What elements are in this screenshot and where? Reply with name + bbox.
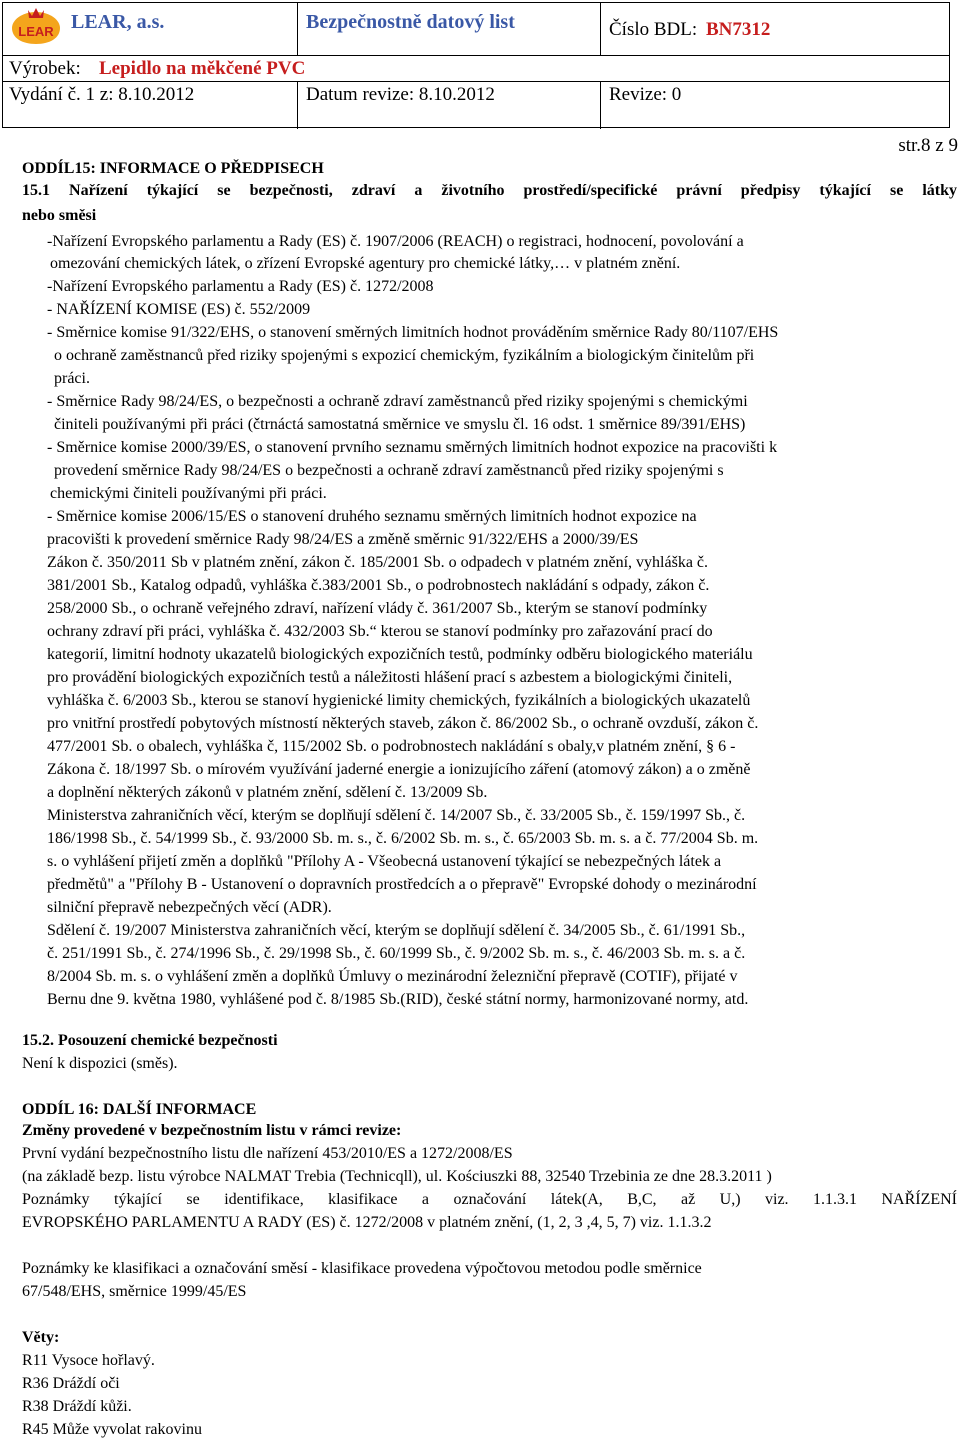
company-name: LEAR, a.s.: [71, 11, 165, 33]
regulation-line: ochrany zdraví při práci, vyhláška č. 432/2003 Sb.“ kterou se stanoví podmínky pro zařazování prací do: [47, 623, 713, 640]
regulation-line: pracovišti k provedení směrnice Rady 98/24/ES a změně směrnic 91/322/EHS a 2000/39/ES: [47, 531, 639, 548]
regulation-line: pro provádění biologických expozičních testů a náležitosti hlášení prací s azbestem a biologickými činiteli,: [47, 669, 733, 686]
changes-heading: Změny provedené v bezpečnostním listu v rámci revize:: [22, 1122, 402, 1139]
header-row-2: [3, 55, 949, 82]
regulation-line: 186/1998 Sb., č. 54/1999 Sb., č. 93/2000 Sb. m. s., č. 6/2002 Sb. m. s., č. 65/2003 Sb. m. s. a č. 77/2004 Sb. m.: [47, 830, 759, 847]
section15-1-heading-line2: nebo směsi: [22, 207, 97, 224]
regulation-line: - Směrnice komise 2006/15/ES o stanovení druhého seznamu směrných limitních hodnot expozice na: [47, 508, 697, 525]
bdl-number: BN7312: [706, 19, 771, 40]
regulation-line: č. 251/1991 Sb., č. 274/1996 Sb., č. 29/1998 Sb., č. 60/1999 Sb., č. 9/2002 Sb. m. s., č. 46/2003 Sb. m. s. a č.: [47, 945, 746, 962]
regulation-line: s. o vyhlášení přijetí změn a doplňků "Přílohy A - Všeobecná ustanovení týkající se nebezpečných látek a: [47, 853, 722, 870]
notes-line: Poznámky ke klasifikaci a označování směsí - klasifikace provedena výpočtovou metodou podle směrnice: [22, 1260, 702, 1277]
notes-line: Poznámky týkající se identifikace, klasifikace a označování látek(A, B,C, až U,) viz. 1.1.3.1 NAŘÍZENÍ: [22, 1191, 957, 1208]
regulation-line: 8/2004 Sb. m. s. o vyhlášení změn a doplňků Úmluvy o mezinárodní železniční přepravě (COTIF), přijaté v: [47, 968, 738, 985]
svg-text:LEAR: LEAR: [18, 24, 54, 39]
regulation-line: Bernu dne 9. května 1980, vyhlášené pod č. 8/1985 Sb.(RID), české státní normy, harmonizované normy, atd.: [47, 991, 749, 1008]
notes-identification: [22, 1188, 957, 1234]
section15-2-text: Není k dispozici (směs).: [22, 1055, 178, 1072]
header-cell-company: [3, 3, 298, 55]
regulation-line: omezování chemických látek, o zřízení Evropské agentury pro chemické látky,… v platném znění.: [50, 255, 681, 272]
header-row-1: [3, 3, 949, 56]
regulation-line: o ochraně zaměstnanců před riziky spojenými s expozicí chemickým, fyzikálním a biologickým činitelům při: [54, 347, 755, 364]
section16-heading: ODDÍL 16: DALŠÍ INFORMACE: [22, 1101, 257, 1118]
phrase-item: R38 Dráždí kůži.: [22, 1398, 132, 1415]
phrases-heading: Věty:: [22, 1329, 60, 1346]
changes-line: (na základě bezp. listu výrobce NALMAT Trebia (Technicqll), ul. Kościuszki 88, 32540 Trzebinia ze dne 28.3.2011 ): [22, 1168, 772, 1185]
header-cell-title: [298, 3, 601, 55]
regulation-line: -Nařízení Evropského parlamentu a Rady (ES) č. 1907/2006 (REACH) o registraci, hodnocení, povolování a: [47, 233, 744, 250]
page-number: str.8 z 9: [898, 135, 958, 156]
regulation-line: a doplnění některých zákonů v platném znění, sdělení č. 13/2009 Sb.: [47, 784, 488, 801]
product-label: Výrobek:: [9, 58, 81, 79]
notes-classification: [22, 1257, 957, 1303]
regulation-line: provedení směrnice Rady 98/24/ES o bezpečnosti a ochraně zdraví zaměstnanců před riziky spojenými s: [54, 462, 724, 479]
header-cell-bdl: [601, 3, 949, 55]
regulation-line: chemickými činiteli používanými při práci.: [50, 485, 327, 502]
regulation-line: Sdělení č. 19/2007 Ministerstva zahraničních věcí, kterým se doplňují sdělení č. 34/2005 Sb., č. 61/1991 Sb.,: [47, 922, 746, 939]
header-row-3: [3, 81, 949, 129]
document-header: [2, 2, 950, 128]
regulation-line: silniční přepravě nebezpečných věcí (ADR).: [47, 899, 332, 916]
issue-text: Vydání č. 1 z: 8.10.2012: [9, 84, 195, 105]
regulation-line: - Směrnice Rady 98/24/ES, o bezpečnosti a ochraně zdraví zaměstnanců před riziky spojenými s chemickými: [47, 393, 748, 410]
regulation-line: Zákona č. 18/1997 Sb. o mírovém využívání jaderné energie a ionizujícího záření (atomový zákon) a o změně: [47, 761, 751, 778]
bdl-label: Číslo BDL:: [609, 19, 698, 40]
phrase-item: R36 Dráždí oči: [22, 1375, 120, 1392]
regulation-line: činiteli používanými při práci (čtrnáctá samostatná směrnice ve smyslu čl. 16 odst. 1 směrnice 89/391/EHS): [54, 416, 746, 433]
section15-1-heading-line1: 15.1 Nařízení týkající se bezpečnosti, zdraví a životního prostředí/specifické právní předpisy týkající se látky: [22, 182, 957, 199]
notes-line: EVROPSKÉHO PARLAMENTU A RADY (ES) č. 1272/2008 v platném znění, (1, 2, 3 ,4, 5, 7) viz. 1.1.3.2: [22, 1214, 712, 1231]
product-name: Lepidlo na měkčené PVC: [99, 58, 306, 79]
regulation-line: Zákon č. 350/2011 Sb v platném znění, zákon č. 185/2001 Sb. o odpadech v platném znění, vyhláška č.: [47, 554, 709, 571]
regulation-line: pro vnitřní prostředí pobytových místností některých staveb, zákon č. 86/2002 Sb., o ochraně ovzduší, zákon č.: [47, 715, 759, 732]
revision-date-text: Datum revize: 8.10.2012: [306, 84, 495, 105]
header-cell-revision-date: [298, 81, 601, 129]
document-title: Bezpečnostně datový list: [306, 11, 515, 33]
regulation-line: kategorií, limitní hodnoty ukazatelů biologických expozičních testů, podmínky odběru biologického materiálu: [47, 646, 753, 663]
section15-2-heading: 15.2. Posouzení chemické bezpečnosti: [22, 1032, 278, 1049]
lear-logo-icon: [6, 6, 66, 50]
phrase-item: R45 Může vyvolat rakovinu: [22, 1421, 202, 1438]
regulation-line: Ministerstva zahraničních věcí, kterým se doplňují sdělení č. 14/2007 Sb., č. 33/2005 Sb., č. 159/1997 Sb., č.: [47, 807, 746, 824]
regulation-line: - Směrnice komise 91/322/EHS, o stanovení směrných limitních hodnot prováděním směrnice Rady 80/1107/EHS: [47, 324, 779, 341]
notes-line: 67/548/EHS, směrnice 1999/45/ES: [22, 1283, 247, 1300]
regulation-line: 258/2000 Sb., o ochraně veřejného zdraví, nařízení vlády č. 361/2007 Sb., kterým se stanoví podmínky: [47, 600, 708, 617]
section15-heading: ODDÍL15: INFORMACE O PŘEDPISECH: [22, 160, 324, 177]
header-cell-revision: [601, 81, 949, 129]
regulation-line: 477/2001 Sb. o obalech, vyhláška č, 115/2002 Sb. o podrobnostech nakládání s obaly,v platném znění, § 6 -: [47, 738, 736, 755]
regulation-line: předmětů" a "Přílohy B - Ustanovení o dopravních prostředcích a o přepravě" Evropské dohody o mezinárodní: [47, 876, 757, 893]
regulation-line: 381/2001 Sb., Katalog odpadů, vyhláška č.383/2001 Sb., o podrobnostech nakládání s odpady, zákon č.: [47, 577, 710, 594]
regulation-line: -Nařízení Evropského parlamentu a Rady (ES) č. 1272/2008: [47, 278, 434, 295]
revision-text: Revize: 0: [609, 84, 682, 105]
header-cell-issue: [3, 81, 298, 129]
regulation-line: - NAŘÍZENÍ KOMISE (ES) č. 552/2009: [47, 301, 311, 318]
regulation-line: vyhláška č. 6/2003 Sb., kterou se stanoví hygienické limity chemických, fyzikálních a biologických ukazatelů: [47, 692, 751, 709]
changes-line: První vydání bezpečnostního listu dle nařízení 453/2010/ES a 1272/2008/ES: [22, 1145, 513, 1162]
phrase-item: R11 Vysoce hořlavý.: [22, 1352, 155, 1369]
regulation-line: práci.: [54, 370, 90, 387]
regulation-line: - Směrnice komise 2000/39/ES, o stanovení prvního seznamu směrných limitních hodnot expozice na pracovišti k: [47, 439, 778, 456]
